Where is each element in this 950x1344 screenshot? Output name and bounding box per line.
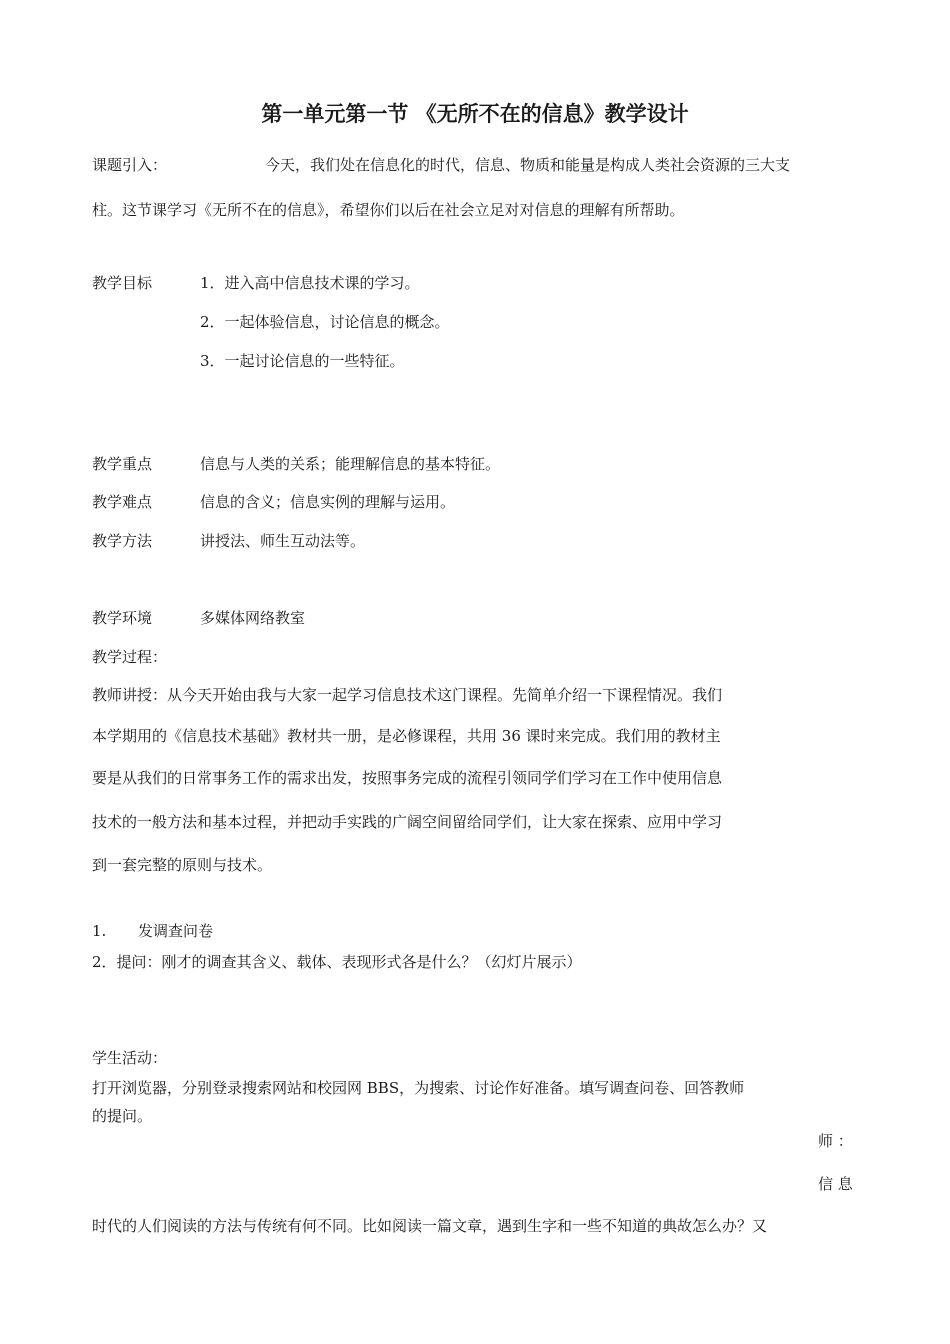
teacher-lecture-line: 技术的一般方法和基本过程，并把动手实践的广阔空间留给同学们，让大家在探索、应用中学习	[92, 813, 723, 831]
key-points-label: 教学重点	[92, 455, 153, 473]
process-label: 教学过程：	[92, 648, 168, 666]
student-activity-label: 学生活动：	[92, 1049, 168, 1067]
teacher-lecture-line: 要是从我们的日常事务工作的需求出发，按照事务完成的流程引领同学们学习在工作中使用信息	[92, 769, 723, 787]
teacher-text-line: 时代的人们阅读的方法与传统有何不同。比如阅读一篇文章，遇到生字和一些不知道的典故怎么办？又	[92, 1217, 768, 1235]
teacher-label: 师 ：	[818, 1132, 853, 1150]
step-2-text: 2．提问：刚才的调查其含义、载体、表现形式各是什么？（幻灯片展示）	[92, 953, 582, 971]
methods-label: 教学方法	[92, 532, 153, 550]
objective-item: 1．进入高中信息技术课的学习。	[200, 274, 420, 292]
difficulties-label: 教学难点	[92, 493, 153, 511]
teacher-lecture-line: 本学期用的《信息技术基础》教材共一册，是必修课程，共用 36 课时来完成。我们用的教材主	[92, 727, 721, 745]
teacher-lecture-line: 教师讲授：从今天开始由我与大家一起学习信息技术这门课程。先简单介绍一下课程情况。我们	[92, 686, 723, 704]
intro-label: 课题引入：	[92, 156, 168, 174]
objective-item: 3．一起讨论信息的一些特征。	[200, 352, 405, 370]
student-activity-line: 的提问。	[92, 1107, 153, 1125]
objective-item: 2．一起体验信息，讨论信息的概念。	[200, 313, 450, 331]
environment-label: 教学环境	[92, 609, 153, 627]
objectives-label: 教学目标	[92, 274, 153, 292]
step-1-text: 发调查问卷	[138, 922, 214, 940]
teacher-lecture-line: 到一套完整的原则与技术。	[92, 856, 273, 874]
document-title: 第一单元第一节 《无所不在的信息》教学设计	[261, 101, 689, 126]
intro-line-2: 柱。这节课学习《无所不在的信息》，希望你们以后在社会立足对对信息的理解有所帮助。	[92, 201, 685, 219]
teacher-text-fragment: 信 息	[818, 1175, 853, 1193]
methods-value: 讲授法、师生互动法等。	[200, 532, 366, 550]
environment-value: 多媒体网络教室	[200, 609, 306, 627]
student-activity-line: 打开浏览器，分别登录搜索网站和校园网 BBS，为搜索、讨论作好准备。填写调查问卷、回答教师	[92, 1079, 745, 1097]
key-points-value: 信息与人类的关系；能理解信息的基本特征。	[200, 455, 501, 473]
intro-line-1: 今天，我们处在信息化的时代，信息、物质和能量是构成人类社会资源的三大支	[265, 156, 791, 174]
difficulties-value: 信息的含义；信息实例的理解与运用。	[200, 493, 456, 511]
step-1-number: 1.	[92, 922, 107, 940]
